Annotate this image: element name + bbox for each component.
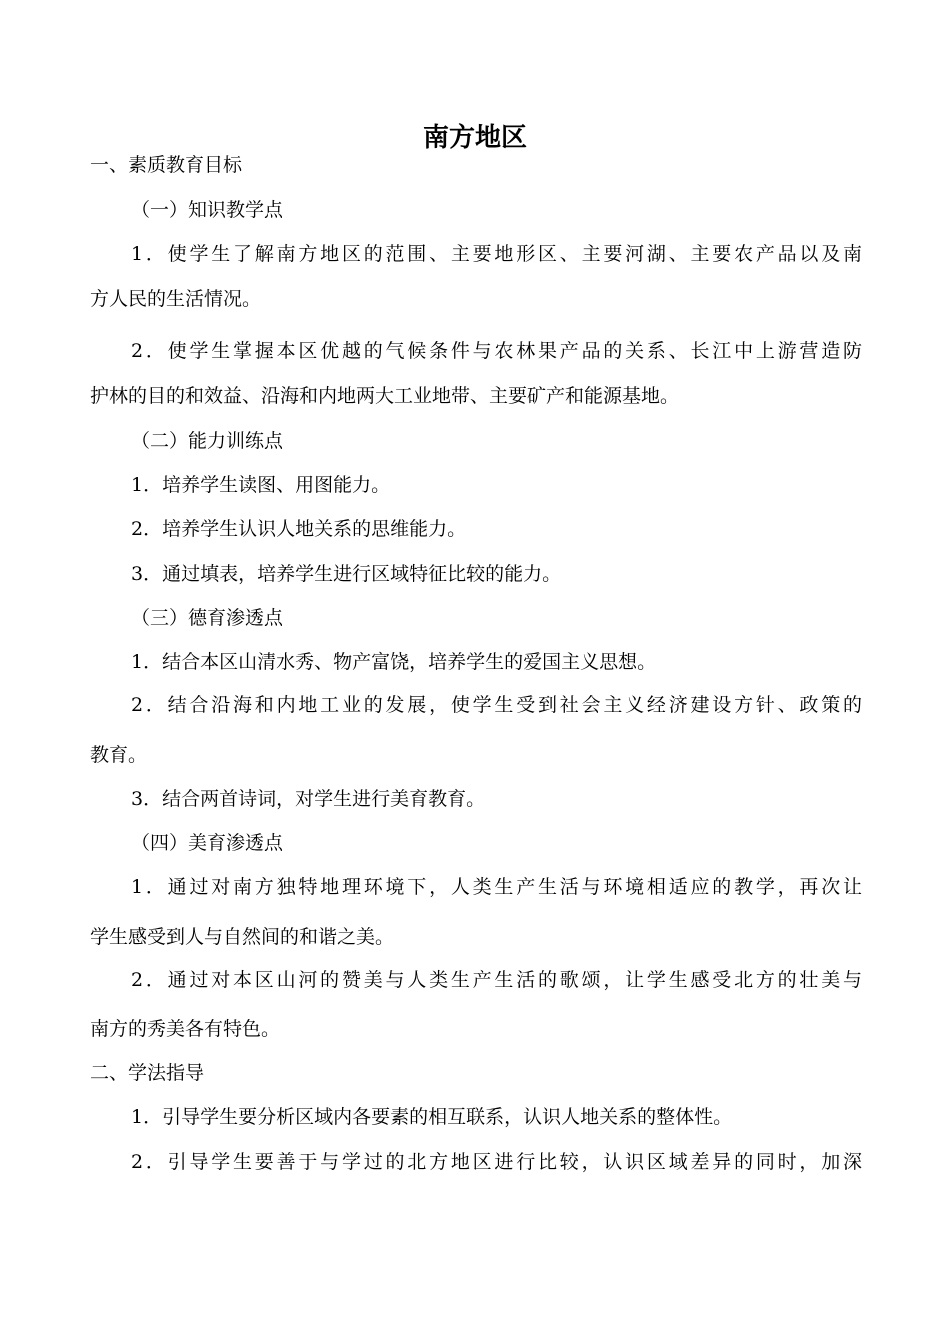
paragraph-line: 方人民的生活情况。 [90, 288, 262, 310]
paragraph-line: 1．结合本区山清水秀、物产富饶，培养学生的爱国主义思想。 [131, 651, 657, 673]
paragraph-line: 1．培养学生读图、用图能力。 [131, 474, 391, 496]
paragraph-line: 1．引导学生要分析区域内各要素的相互联系，认识人地关系的整体性。 [131, 1106, 733, 1128]
section-heading: 二、学法指导 [90, 1062, 205, 1084]
paragraph-line: 2．通过对本区山河的赞美与人类生产生活的歌颂，让学生感受北方的壮美与 [131, 969, 862, 991]
subsection-heading: （一）知识教学点 [131, 199, 284, 221]
paragraph-line: 1．使学生了解南方地区的范围、主要地形区、主要河湖、主要农产品以及南 [131, 243, 862, 265]
paragraph-line: 3．结合两首诗词，对学生进行美育教育。 [131, 788, 486, 810]
subsection-heading: （四）美育渗透点 [131, 832, 284, 854]
paragraph-line: 2．结合沿海和内地工业的发展，使学生受到社会主义经济建设方针、政策的 [131, 694, 862, 716]
paragraph-line: 教育。 [90, 744, 148, 766]
paragraph-line: 2．引导学生要善于与学过的北方地区进行比较，认识区域差异的同时，加深 [131, 1151, 862, 1173]
paragraph-line: 3．通过填表，培养学生进行区域特征比较的能力。 [131, 563, 562, 585]
paragraph-line: 2．使学生掌握本区优越的气候条件与农林果产品的关系、长江中上游营造防 [131, 340, 862, 362]
document-title: 南方地区 [422, 123, 527, 153]
subsection-heading: （三）德育渗透点 [131, 607, 284, 629]
paragraph-line: 2．培养学生认识人地关系的思维能力。 [131, 518, 467, 540]
paragraph-line: 南方的秀美各有特色。 [90, 1018, 281, 1040]
paragraph-line: 1．通过对南方独特地理环境下，人类生产生活与环境相适应的教学，再次让 [131, 876, 862, 898]
paragraph-line: 护林的目的和效益、沿海和内地两大工业地带、主要矿产和能源基地。 [90, 385, 680, 407]
subsection-heading: （二）能力训练点 [131, 430, 284, 452]
section-heading: 一、素质教育目标 [90, 154, 243, 176]
paragraph-line: 学生感受到人与自然间的和谐之美。 [90, 926, 395, 948]
